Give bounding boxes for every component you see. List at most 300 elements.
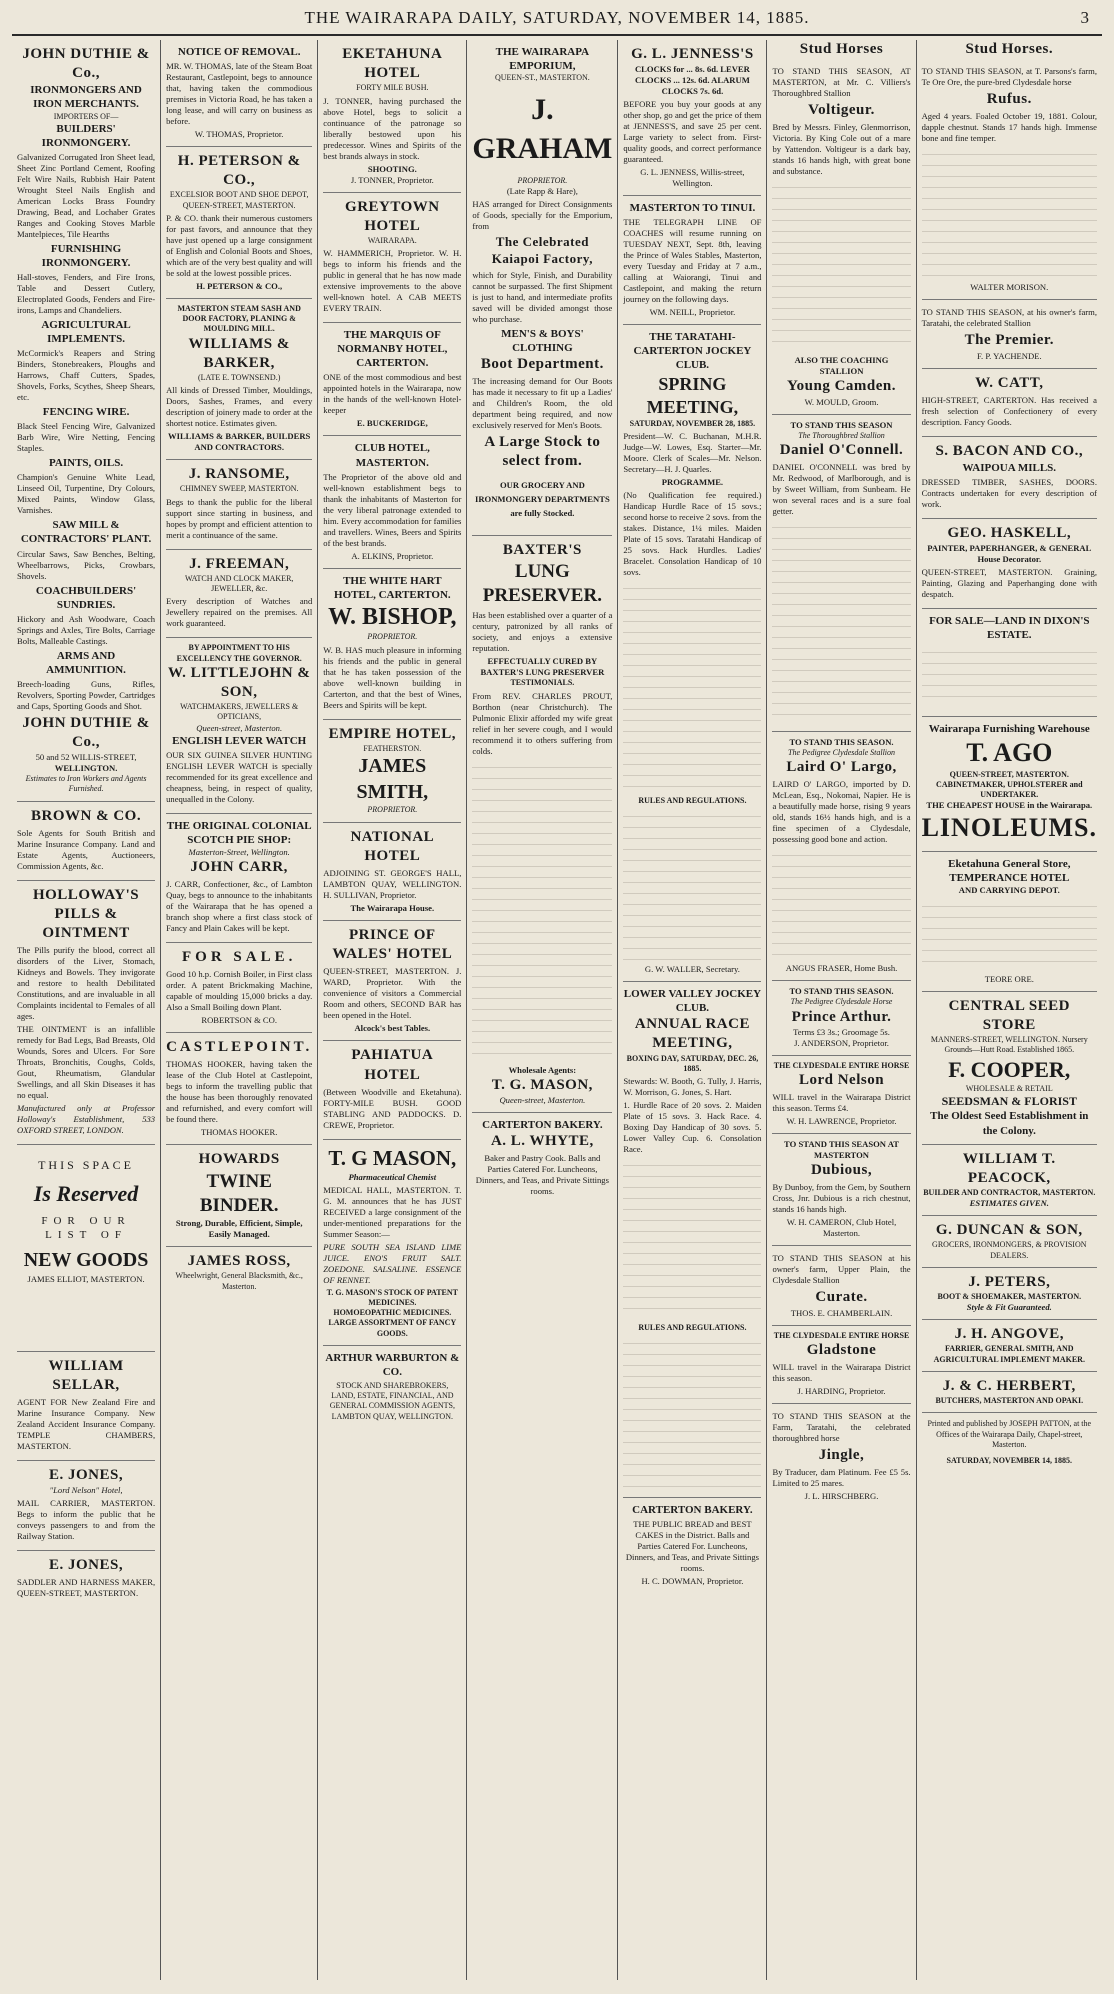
ad-subtitle: BUILDER AND CONTRACTOR, MASTERTON. bbox=[923, 1187, 1096, 1197]
ad-subtitle: GROCERS, IRONMONGERS, & PROVISION DEALERS. bbox=[932, 1240, 1087, 1260]
ad-title: FOR SALE. bbox=[182, 949, 297, 966]
ad-body: CLOCKS for ... 8s. 6d. LEVER CLOCKS ... 12s. 6d. ALARUM CLOCKS 7s. 6d. bbox=[634, 64, 750, 97]
ad-body: SADDLER AND HARNESS MAKER, QUEEN-STREET, MASTERTON. bbox=[17, 1577, 156, 1599]
ad-title: W. CATT, bbox=[975, 374, 1044, 391]
barker-ad bbox=[166, 299, 312, 460]
mason-chemist-ad bbox=[323, 1140, 461, 1346]
ad-title-large: JAMES SMITH, bbox=[356, 755, 429, 803]
ad-body: Baker and Pastry Cook. Balls and Parties Catered For. Luncheons, Dinners, and Teas, and Private Sittings rooms. bbox=[475, 1153, 609, 1197]
ad-heading: THE CHEAPEST HOUSE in the Wairarapa. bbox=[926, 800, 1093, 811]
ad-body: By Dunboy, from the Gem, by Southern Cross, Jnr. Dubious is a rich chestnut, stands 16 hands high. bbox=[772, 1182, 911, 1215]
ad-body: OUR GROCERY AND IRONMONGERY DEPARTMENTS are fully Stocked. bbox=[474, 480, 610, 518]
ad-heading: TO STAND THIS SEASON. bbox=[789, 736, 894, 747]
ad-body: The Pills purify the blood, correct all disorders of the Liver, Stomach, Kidneys and Bowels. They invigorate and restore to health Debilitated Constitutions, and are invaluable in all Complaints incidental to Females of all ages. bbox=[17, 945, 156, 1022]
ad-body: J. CARR, Confectioner, &c., of Lambton Quay, begs to announce to the inhabitants of the Wairarapa that he has opened a branch shop where a first class stock of Fancy and Plain Cakes will be kept. bbox=[166, 879, 313, 934]
ad-heading: PROGRAMME. bbox=[661, 476, 724, 487]
ad-title: T. G. MASON, bbox=[491, 1076, 593, 1093]
columns bbox=[12, 40, 1102, 1980]
ad-body: Stewards: W. Booth, G. Tully, J. Harris, W. Morrison, G. Jones, S. Hart. bbox=[623, 1076, 762, 1098]
ad-heading: Wholesale Agents: bbox=[508, 1064, 577, 1075]
howard-ad bbox=[166, 1145, 312, 1247]
ad-text: IMPORTERS OF— bbox=[53, 111, 119, 121]
ad-body: WILL travel in the Wairarapa District this season. Terms £4. bbox=[772, 1092, 911, 1114]
ad-body: Strong, Durable, Efficient, Simple, Easily Managed. bbox=[175, 1218, 303, 1240]
ad-title: GREYTOWN HOTEL bbox=[345, 198, 440, 234]
ad-subtitle: PROPRIETOR. bbox=[367, 632, 418, 642]
ad-title: Dubious, bbox=[810, 1162, 873, 1179]
ad-title-large: LUNG PRESERVER. bbox=[482, 560, 602, 607]
ad-body: which for Style, Finish, and Durability cannot be surpassed. The first Shipment is just to hand, and intermediate profits saved will be divided amongst those who purchase. bbox=[472, 269, 613, 324]
ad-heading: LOWER VALLEY JOCKEY CLUB. bbox=[623, 988, 762, 1015]
ad-heading: ARTHUR WARBURTON & CO. bbox=[325, 1351, 460, 1378]
ad-title: BROWN & CO. bbox=[31, 807, 142, 824]
pedigree-text-block bbox=[772, 521, 910, 721]
ad-title-large: J. GRAHAM bbox=[472, 93, 613, 165]
duthie-ad bbox=[17, 40, 155, 802]
ad-body: President—W. C. Buchanan, M.H.R. Judge—W. Lowes, Esq. Starter—Mr. Moore. Clerk of Scales—Mr. Nelson. Secretary—H. J. Quarles. bbox=[623, 430, 762, 474]
ad-address: Queen-street, Masterton. bbox=[196, 722, 283, 733]
ad-subtitle: SATURDAY, NOVEMBER 28, 1885. bbox=[629, 418, 756, 428]
ad-signature: WM. NEILL, Proprietor. bbox=[649, 307, 736, 318]
ad-subtitle: PROPRIETOR. bbox=[517, 176, 568, 186]
ad-body: (No Qualification fee required.) Handicap Hurdle Race of 15 sovs.; second horse to receive 2 sovs. from the stakes. Distance, 1¼ miles. Maiden Plate of 15 sovs. Taratahi Handicap of 25 sovs. Hack Hurdles. Ladies' Bracelet. Consolation Handicap of 10 sovs. bbox=[623, 489, 762, 577]
ad-body: DRESSED TIMBER, SASHES, DOORS. Contracts undertaken for every description of work. bbox=[921, 477, 1097, 510]
ross-ad bbox=[166, 1247, 312, 1298]
rufus-ad bbox=[922, 59, 1097, 300]
ad-body: MEDICAL HALL, MASTERTON. T. G. M. announces that he has JUST RECEIVED a large consignment of the under-mentioned preparations for the Summer Season:— bbox=[323, 1184, 462, 1239]
ad-body: 1. Hurdle Race of 20 sovs. 2. Maiden Plate of 15 sovs. 3. Hack Race. 4. Boxing Day Handicap of 30 sovs. 5. Lower Valley Cup. 6. Consolation Race. bbox=[623, 1100, 762, 1155]
ad-signature: JAMES ELLIOT, MASTERTON. bbox=[27, 1273, 145, 1284]
ad-subtitle: "Lord Nelson" Hotel, bbox=[49, 1485, 123, 1496]
ad-heading: THE WAIRARAPA EMPORIUM, bbox=[495, 46, 590, 73]
ad-body: LAIRD O' LARGO, imported by D. McLean, Esq., Nokomai, Napier. He is a beautifully made horse, rising 9 years old, stands 16½ hands high, and is a fine specimen of a Clydesdale, possessing good bone and action. bbox=[772, 779, 911, 845]
ad-body: J. TONNER, having purchased the above Hotel, begs to solicit a continuance of the patronage so liberally bestowed upon his predecessor. Wines and Spirits of the best brands always in stock. bbox=[323, 95, 462, 161]
ad-subtitle: The Pedigree Clydesdale Horse bbox=[790, 997, 893, 1007]
ad-heading: A Large Stock to select from. bbox=[484, 434, 601, 470]
ad-title: E. JONES, bbox=[48, 1557, 124, 1574]
ad-title: ANNUAL RACE MEETING, bbox=[634, 1016, 750, 1052]
ad-heading: ALSO THE COACHING STALLION bbox=[794, 355, 889, 377]
ad-heading: TO STAND THIS SEASON. bbox=[789, 986, 894, 997]
page-number: 3 bbox=[1080, 8, 1090, 27]
ad-signature: ROBERTSON & CO. bbox=[201, 1015, 277, 1026]
oconnell-ad bbox=[772, 415, 910, 732]
pedigree-text-block bbox=[772, 849, 910, 959]
bacon-ad bbox=[922, 437, 1097, 519]
ad-body: W. HAMMERICH, Proprietor. W. H. begs to inform his friends and the public in general that he has now made extensive improvements to the above well-known hotel. A CAB MEETS EVERY TRAIN. bbox=[323, 248, 462, 314]
ad-title: J. H. ANGOVE, bbox=[954, 1326, 1064, 1343]
column-6 bbox=[767, 40, 916, 1980]
ad-line: NEW GOODS bbox=[23, 1249, 149, 1272]
ad-body: Good 10 h.p. Cornish Boiler, in First class order. A patent Brickmaking Machine, capable of moulding 15,000 bricks a day. Also a Small Boiling down Plant. bbox=[166, 969, 313, 1013]
ad-heading: ENGLISH LEVER WATCH bbox=[172, 734, 307, 747]
ad-heading: THE TARATAHI-CARTERTON JOCKEY CLUB. bbox=[633, 331, 752, 372]
linoleums-heading: LINOLEUMS. bbox=[921, 813, 1097, 843]
ad-subtitle: The Thoroughbred Stallion bbox=[798, 430, 885, 440]
littlejohn-ad bbox=[166, 638, 312, 813]
ad-title: E. JONES, bbox=[48, 1467, 124, 1484]
emporium-ad bbox=[472, 40, 612, 536]
ad-title: HOWARDS bbox=[198, 1151, 280, 1168]
ad-signature: WALTER MORISON. bbox=[970, 282, 1049, 293]
club-hotel-ad bbox=[323, 436, 461, 568]
ad-body: HIGH-STREET, CARTERTON. Has received a fresh selection of Confectionery of every description. Fancy Goods. bbox=[921, 394, 1097, 427]
curate-ad bbox=[772, 1246, 910, 1325]
column-1 bbox=[12, 40, 161, 1980]
whyte-bakery-ad bbox=[472, 1113, 612, 1205]
ad-body: McCormick's Reapers and String Binders, Stonebreakers, Ploughs and Harrows, Chaff Cutters, Spades, Shovels, Forks, Scythes, Sheep Shears, etc. bbox=[17, 348, 156, 403]
ad-title: HOLLOWAY'S PILLS & OINTMENT bbox=[32, 886, 140, 942]
ad-body: BEFORE you buy your goods at any other shop, go and get the price of them at JENNESS'S, and save 25 per cent. Large variety to select from. First-quality goods, and correct performance guaranteed. bbox=[623, 99, 762, 165]
ad-heading: SAW MILL & CONTRACTORS' PLANT. bbox=[20, 519, 152, 546]
ad-title: W. LITTLEJOHN & SON, bbox=[167, 664, 311, 700]
tago-ad bbox=[922, 717, 1097, 851]
ad-signature: THOMAS HOOKER. bbox=[200, 1127, 278, 1138]
pahiatua-hotel-ad bbox=[323, 1041, 461, 1139]
ad-signature: J. TONNER, Proprietor. bbox=[350, 174, 434, 185]
ad-subtitle: WAIRARAPA. bbox=[367, 235, 417, 245]
angove-ad bbox=[922, 1320, 1097, 1372]
ad-subtitle: Pharmaceutical Chemist bbox=[348, 1171, 437, 1182]
ad-note: Estimates to Iron Workers and Agents Furnished. bbox=[25, 774, 147, 794]
baxter-ad bbox=[472, 536, 612, 1113]
warburton-ad bbox=[323, 1346, 461, 1430]
ad-heading: The Wairarapa House. bbox=[350, 902, 435, 913]
ad-subtitle: (Late Rapp & Hare), bbox=[506, 186, 578, 197]
lower-valley-ad bbox=[623, 982, 761, 1498]
freeman-ad bbox=[166, 550, 312, 639]
ad-heading: MASTERTON TO TINUI. bbox=[629, 202, 756, 215]
national-hotel-ad bbox=[323, 823, 461, 921]
ad-heading: LARGE ASSORTMENT OF FANCY GOODS. bbox=[328, 1318, 457, 1338]
ad-title: G. DUNCAN & SON, bbox=[935, 1222, 1083, 1239]
ad-heading: RULES AND REGULATIONS. bbox=[638, 795, 747, 805]
ad-body: (Between Woodville and Eketahuna). FORTY-MILE BUSH. GOOD STABLING AND PADDOCKS. D. CREWE, Proprietor. bbox=[323, 1086, 462, 1130]
ad-body: TO STAND THIS SEASON at his owner's farm, Upper Plain, the Clydesdale Stallion bbox=[772, 1253, 911, 1286]
ad-title: H. PETERSON & CO., bbox=[177, 153, 301, 189]
ad-signature: W. H. CAMERON, Club Hotel, Masterton. bbox=[786, 1217, 897, 1239]
jingle-ad bbox=[772, 1404, 910, 1508]
ad-title: JOHN DUTHIE & Co., bbox=[22, 46, 150, 82]
ad-title-large: W. BISHOP, bbox=[328, 603, 457, 630]
lord-nelson-ad bbox=[772, 1056, 910, 1134]
ad-subtitle: MANNERS-STREET, WELLINGTON. Nursery Grounds—Hutt Road. Established 1865. bbox=[930, 1035, 1088, 1055]
ad-body: All kinds of Dressed Timber, Mouldings, Doors, Sashes, Frames, and every description of joinery made to order at the shortest notice. Estimates given. bbox=[166, 385, 313, 429]
ad-heading: PAINTS, OILS. bbox=[49, 457, 124, 470]
ad-heading: HOMOEOPATHIC MEDICINES. bbox=[333, 1308, 452, 1318]
ad-body: Hickory and Ash Woodware, Coach Springs and Axles, Tire Bolts, Carriage Bolts, Malleable Castings. bbox=[17, 613, 156, 646]
ad-subtitle: IRONMONGERS AND IRON MERCHANTS. bbox=[30, 84, 142, 111]
ad-title: WILLIAM T. PEACOCK, bbox=[962, 1150, 1056, 1186]
ad-subtitle: The Pedigree Clydesdale Stallion bbox=[788, 747, 896, 757]
ad-heading: BY APPOINTMENT TO HIS EXCELLENCY THE GOVERNOR. bbox=[176, 643, 302, 663]
ad-heading: BUILDERS' IRONMONGERY. bbox=[41, 122, 131, 149]
ad-body: Has been established over a quarter of a century, patronized by all ranks of society, and enjoys a extensive reputation. bbox=[472, 610, 613, 654]
ad-heading: CLUB HOTEL, MASTERTON. bbox=[354, 442, 430, 469]
testimonial-text-block bbox=[472, 761, 612, 1061]
ad-title: CASTLEPOINT. bbox=[166, 1039, 313, 1056]
ad-heading: T. G. MASON'S STOCK OF PATENT MEDICINES. bbox=[326, 1287, 458, 1307]
ad-title: JAMES ROSS, bbox=[187, 1253, 291, 1270]
ad-line: THIS SPACE bbox=[38, 1158, 134, 1173]
ad-body: THE PUBLIC BREAD and BEST CAKES in the District. Balls and Parties Catered For. Luncheons, Dinners, and Teas, and Private Sittings rooms. bbox=[625, 1519, 759, 1574]
ad-signature: J. HARDING, Proprietor. bbox=[797, 1386, 886, 1397]
ad-heading: THE CLYDESDALE ENTIRE HORSE bbox=[773, 1330, 910, 1340]
ad-subtitle: CHIMNEY SWEEP, MASTERTON. bbox=[179, 484, 299, 494]
ad-body: By Traducer, dam Platinum. Fee £5 5s. Limited to 25 mares. bbox=[772, 1467, 911, 1489]
ad-heading: ESTIMATES GIVEN. bbox=[969, 1198, 1049, 1209]
ad-address: Manufactured only at Professor Holloway's Establishment, 533 OXFORD STREET, LONDON. bbox=[17, 1103, 156, 1136]
ad-signature: THOS. E. CHAMBERLAIN. bbox=[790, 1307, 893, 1318]
ad-heading: TO STAND THIS SEASON bbox=[790, 419, 893, 430]
ad-heading: MEN'S & BOYS' CLOTHING bbox=[501, 327, 584, 354]
ad-body: AGENT FOR New Zealand Fire and Marine Insurance Company. New Zealand Accident Insurance Company. TEMPLE CHAMBERS, MASTERTON. bbox=[17, 1397, 156, 1452]
voltigeur-ad bbox=[772, 59, 910, 414]
ad-body: THOMAS HOOKER, having taken the lease of the Club Hotel at Castlepoint, begs to inform the travelling public that the house has been thoroughly renovated and refurnished, and every comfort will be found there. bbox=[166, 1059, 313, 1125]
ad-title: A. L. WHYTE, bbox=[490, 1132, 594, 1149]
ad-body: Begs to thank the public for the liberal support since starting in business, and hopes by prompt and efficient attention to merit a continuance of the same. bbox=[166, 496, 313, 540]
pedigree-text-block bbox=[922, 148, 1097, 278]
ad-body: Galvanized Corrugated Iron Sheet lead, Sheet Zinc Portland Cement, Roofing Felt Wire Nails, Rubbish Hair Patent Wrought Steel Nails English and American Locks Brass Foundry Drawing, Bead, and Lochaber Grates Ranges and Cooking Stoves Marble Mantelpieces, Tile Hearths bbox=[17, 151, 156, 239]
ransome-ad bbox=[166, 460, 312, 549]
ad-signature: W. H. LAWRENCE, Proprietor. bbox=[786, 1116, 897, 1127]
ad-heading: CARTERTON BAKERY. bbox=[632, 1504, 753, 1517]
normanby-hotel-ad bbox=[323, 323, 461, 436]
ad-subtitle: WAIPOUA MILLS. bbox=[962, 461, 1057, 474]
ad-body: DANIEL O'CONNELL was bred by Mr. Redwood, of Marlborough, and is by Sweet William, from Sunbeam. He won several races and is a sure foal getter. bbox=[772, 461, 911, 516]
ad-subtitle: EXCELSIOR BOOT AND SHOE DEPOT, QUEEN-STREET, MASTERTON. bbox=[169, 190, 309, 210]
ad-subtitle: BOXING DAY, SATURDAY, DEC. 26, 1885. bbox=[626, 1053, 759, 1073]
ad-signature: WILLIAMS & BARKER, BUILDERS AND CONTRACTORS. bbox=[168, 431, 311, 453]
ad-body: THE TELEGRAPH LINE OF COACHES will resume running on TUESDAY NEXT, Sept. 8th, leaving the Prince of Wales Stables, Masterton, every Tuesday and Friday at 7 a.m., calling at Waiorangi, Tinui and Castlepoint, and making the return journey on the following days. bbox=[623, 217, 762, 305]
ad-heading: Alcock's best Tables. bbox=[354, 1023, 431, 1034]
ad-body: Terms £3 3s.; Groomage 5s. bbox=[793, 1026, 890, 1037]
ad-signature: G. L. JENNESS, Willis-street, Wellington. bbox=[640, 167, 745, 189]
ad-heading: THE ORIGINAL COLONIAL SCOTCH PIE SHOP: bbox=[166, 819, 312, 846]
ad-subtitle: WATCH AND CLOCK MAKER, JEWELLER, &c. bbox=[184, 573, 294, 594]
ad-body: Aged 4 years. Foaled October 19, 1881. Colour, dapple chestnut. Stands 17 hands high. Immense bone and fine temper. bbox=[921, 111, 1097, 144]
ad-heading: FENCING WIRE. bbox=[42, 406, 130, 419]
removal-ad bbox=[166, 40, 312, 147]
ad-title: Daniel O'Connell. bbox=[779, 441, 904, 458]
ad-body: OUR SIX GUINEA SILVER HUNTING ENGLISH LEVER WATCH is specially recommended for its great excellence and cheapness, being, in respect of quality, unequalled in the Colony. bbox=[166, 749, 313, 804]
ad-heading: THE CLYDESDALE ENTIRE HORSE bbox=[773, 1060, 910, 1070]
ad-title: Rufus. bbox=[986, 91, 1032, 108]
ad-heading: THE MARQUIS OF NORMANBY HOTEL, CARTERTON. bbox=[337, 329, 448, 370]
ad-heading: NOTICE OF REMOVAL. bbox=[177, 46, 301, 58]
ad-subtitle: PROPRIETOR. bbox=[367, 805, 418, 815]
ad-signature: J. L. HIRSCHBERG. bbox=[804, 1491, 879, 1502]
ad-body: THE OINTMENT is an infallible remedy for Bad Legs, Bad Breasts, Old Wounds, Sores and Ulcers. For Sore Throats, Bronchitis, Coughs, Colds, Gout, Rheumatism, Glandular Swellings, and all Skin Diseases it has no equal. bbox=[17, 1024, 156, 1101]
ad-heading: SEEDSMAN & FLORIST bbox=[941, 1094, 1077, 1109]
ad-subtitle: QUEEN-STREET, MASTERTON. CABINETMAKER, UPHOLSTERER and UNDERTAKER. bbox=[936, 769, 1083, 800]
dubious-ad bbox=[772, 1134, 910, 1246]
brown-ad bbox=[17, 802, 155, 881]
ad-signature: G. W. WALLER, Secretary. bbox=[644, 964, 740, 975]
ad-subtitle: AND CARRYING DEPOT. bbox=[958, 884, 1060, 895]
ad-title: EKETAHUNA HOTEL bbox=[342, 46, 443, 82]
tinui-coach-ad bbox=[623, 196, 761, 325]
ad-body: P. & CO. thank their numerous customers for past favors, and announce that they have just opened up a large consignment of English and Colonial Boots and Shoes, which are of the very best quality and will be sold at the lowest possible prices. bbox=[166, 212, 313, 278]
ad-title: Curate. bbox=[815, 1289, 868, 1306]
ad-body: The increasing demand for Our Boots has made it necessary to fit up a Ladies' and Children's Room, the old department being required, and now exclusively reserved for Men's Boots. bbox=[472, 376, 613, 430]
ad-heading: THE WHITE HART HOTEL, CARTERTON. bbox=[333, 574, 451, 601]
ad-title: J. PETERS, bbox=[968, 1273, 1051, 1290]
ad-body: HAS arranged for Direct Consignments of Goods, specially for the Emporium, from bbox=[472, 199, 613, 232]
ad-title: J. FREEMAN, bbox=[189, 555, 290, 572]
ad-subtitle: BOOT & SHOEMAKER, MASTERTON. bbox=[937, 1292, 1082, 1302]
ad-title: EMPIRE HOTEL, bbox=[328, 725, 456, 742]
piecart-ad bbox=[166, 814, 312, 943]
taratahi-jockey-ad bbox=[623, 325, 761, 982]
ad-subtitle: FEATHERSTON. bbox=[363, 743, 422, 753]
ad-body: STOCK AND SHAREBROKERS, LAND, ESTATE, FINANCIAL, AND GENERAL COMMISSION AGENTS, LAMBTON QUAY, WELLINGTON. bbox=[329, 1380, 455, 1421]
ad-signature: F. P. YACHENDE. bbox=[976, 350, 1042, 361]
greytown-hotel-ad bbox=[323, 193, 461, 324]
ad-subtitle: FARRIER, GENERAL SMITH, AND AGRICULTURAL IMPLEMENT MAKER. bbox=[933, 1344, 1085, 1364]
peterson-ad bbox=[166, 147, 312, 299]
ad-title: Voltigeur. bbox=[808, 102, 875, 119]
ad-subtitle: QUEEN-ST., MASTERTON. bbox=[494, 73, 590, 83]
column-3 bbox=[318, 40, 467, 1980]
prince-arthur-ad bbox=[772, 981, 910, 1055]
eketahuna-hotel-ad bbox=[323, 40, 461, 193]
ad-heading: Style & Fit Guaranteed. bbox=[966, 1302, 1052, 1313]
ad-title: Young Camden. bbox=[787, 378, 897, 395]
catt-ad bbox=[922, 369, 1097, 437]
ad-heading: TESTIMONIALS. bbox=[510, 678, 575, 688]
ad-title-large: T. G MASON, bbox=[328, 1145, 457, 1170]
ad-heading: COACHBUILDERS' SUNDRIES. bbox=[35, 584, 137, 611]
ad-heading: SHOOTING. bbox=[367, 163, 417, 174]
column-5 bbox=[618, 40, 767, 1980]
ad-signature: H. PETERSON & CO., bbox=[196, 280, 283, 291]
peacock-ad bbox=[922, 1145, 1097, 1217]
ad-title: Prince Arthur. bbox=[791, 1008, 892, 1025]
prince-wales-ad bbox=[323, 921, 461, 1041]
ad-subtitle: Masterton-Street, Wellington. bbox=[188, 846, 290, 857]
ad-body: From REV. CHARLES PROUT, Borthon (near Christchurch). The Pulmonic Elixir afforded my wife great relief in her severe cough, and I would recommend it to others suffering from colds. bbox=[472, 690, 613, 756]
land-text-block bbox=[922, 646, 1097, 706]
ad-title: PAHIATUA HOTEL bbox=[351, 1047, 434, 1083]
ad-signature: W. MOULD, Groom. bbox=[804, 396, 879, 407]
ad-title: The Premier. bbox=[964, 332, 1054, 349]
gladstone-ad bbox=[772, 1326, 910, 1404]
ad-heading: EFFECTUALLY CURED BY BAXTER'S LUNG PRESERVER bbox=[480, 656, 605, 678]
eketahuna-store-ad bbox=[922, 852, 1097, 992]
ad-heading: TO STAND THIS SEASON AT MASTERTON bbox=[784, 1139, 899, 1161]
sellar-ad bbox=[17, 1352, 155, 1461]
ad-heading: Boot Department. bbox=[480, 355, 604, 372]
ad-title-large: T. AGO bbox=[966, 738, 1053, 768]
imprint: Printed and published by JOSEPH PATTON, at the Offices of the Wairarapa Daily, Chapel-street, Masterton. bbox=[927, 1419, 1092, 1449]
ad-body: TO STAND THIS SEASON, at T. Parsons's farm, Te Ore Ore, the pure-bred Clydesdale horse bbox=[921, 66, 1097, 88]
ad-body: Every description of Watches and Jewellery repaired on the premises. All work guaranteed. bbox=[166, 596, 313, 629]
castlepoint-ad bbox=[166, 1033, 312, 1145]
ad-heading: FOR SALE—LAND IN DIXON'S ESTATE. bbox=[929, 615, 1090, 642]
ad-body: Champion's Genuine White Lead, Linseed Oil, Turpentine, Dry Colours, Mixed Paints, Window Glass, Varnishes. bbox=[17, 472, 156, 516]
ad-subtitle: (LATE E. TOWNSEND.) bbox=[198, 373, 281, 382]
space-reserved-ad bbox=[17, 1145, 155, 1351]
dixon-land-ad bbox=[922, 609, 1097, 717]
ad-title: PRINCE OF WALES' HOTEL bbox=[332, 926, 453, 963]
jones-ad bbox=[17, 1461, 155, 1551]
imprint-date: SATURDAY, NOVEMBER 14, 1885. bbox=[946, 1456, 1073, 1466]
ad-title: Laird O' Largo, bbox=[786, 759, 897, 776]
ad-body: Black Steel Fencing Wire, Galvanized Barb Wire, Wire Netting, Fencing Staples. bbox=[17, 421, 156, 454]
ad-title: WILLIAMS & BARKER, bbox=[188, 335, 290, 371]
haskell-ad bbox=[922, 519, 1097, 609]
ad-body: QUEEN-STREET, MASTERTON. Graining, Painting, Glazing and Paperhanging done with despatch. bbox=[921, 567, 1097, 600]
forsale-ad bbox=[166, 943, 312, 1033]
ad-title: NATIONAL HOTEL bbox=[350, 828, 435, 864]
ad-title: J. RANSOME, bbox=[188, 466, 290, 483]
ad-heading: MASTERTON STEAM SASH AND DOOR FACTORY, PLANING & MOULDING MILL. bbox=[177, 303, 301, 334]
pedigree-text-block bbox=[772, 181, 910, 351]
rules-text-block bbox=[623, 810, 761, 960]
ad-heading: ARMS AND AMMUNITION. bbox=[46, 649, 126, 676]
section-heading: Stud Horses. bbox=[965, 41, 1054, 57]
ad-title-large: F. COOPER, bbox=[948, 1056, 1071, 1082]
ad-heading: The Celebrated Kaiapoi Factory, bbox=[491, 234, 593, 267]
ad-body: MAIL CARRIER, MASTERTON. Begs to inform the public that he conveys passengers to and from the Railway Station. bbox=[17, 1498, 156, 1542]
ad-subtitle: PAINTER, PAPERHANGER, & GENERAL House Decorator. bbox=[927, 543, 1092, 565]
ad-signature: E. BUCKERIDGE, bbox=[356, 418, 428, 429]
ad-subtitle: WATCHMAKERS, JEWELLERS & OPTICIANS, bbox=[180, 702, 299, 722]
programme-text-block bbox=[623, 582, 761, 792]
column-4 bbox=[467, 40, 618, 1980]
ad-body: Circular Saws, Saw Benches, Belting, Wheelbarrows, Picks, Crowbars, Shovels. bbox=[17, 548, 156, 581]
masthead-rule bbox=[12, 34, 1102, 36]
ad-title: Gladstone bbox=[806, 1341, 877, 1358]
white-hart-ad bbox=[323, 569, 461, 720]
ad-title-large: SPRING MEETING, bbox=[646, 373, 739, 417]
ad-body: Sole Agents for South British and Marine Insurance Company. Land and Estate Agents, Auctioneers, Commission Agents, &c. bbox=[17, 827, 156, 871]
column-2 bbox=[161, 40, 318, 1980]
ad-body: ONE of the most commodious and best appointed hotels in the Wairarapa, now in the hands of the well-known Hotel-keeper bbox=[323, 372, 462, 416]
ad-body: ADJOINING ST. GEORGE'S HALL, LAMBTON QUAY, WELLINGTON. H. SULLIVAN, Proprietor. bbox=[323, 867, 462, 900]
ad-body: QUEEN-STREET, MASTERTON. J. WARD, Proprietor. With the convenience of visitors a Commercial Room and others, SECOND BAR has been opened in the Hotel. bbox=[323, 966, 462, 1021]
ad-subtitle: BUTCHERS, MASTERTON AND OPAKI. bbox=[935, 1396, 1084, 1406]
ad-signature: J. ANDERSON, Proprietor. bbox=[794, 1037, 889, 1048]
ad-title: J. & C. HERBERT, bbox=[942, 1377, 1076, 1394]
ad-signature: H. C. DOWMAN, Proprietor. bbox=[641, 1576, 744, 1587]
ad-address: 50 and 52 WILLIS-STREET, bbox=[35, 752, 137, 763]
ad-subtitle: FORTY MILE BUSH. bbox=[356, 83, 429, 93]
ad-body: PURE SOUTH SEA ISLAND LIME JUICE. ENO'S FRUIT SALT. ZOEDONE. SALSALINE. ESSENCE OF RENNET. bbox=[323, 1241, 462, 1285]
ad-subtitle: Wheelwright, General Blacksmith, &c., Masterton. bbox=[175, 1271, 303, 1291]
ad-title: JOHN CARR, bbox=[190, 858, 288, 875]
laird-ad bbox=[772, 732, 910, 981]
ad-signature: TEORE ORE. bbox=[984, 973, 1034, 984]
ad-body: The Proprietor of the above old and well-known establishment begs to thank the inhabitants of Masterton for the very liberal patronage extended to him. Every accommodation for families and travellers. Wines, Beers and Spirits of the best brands. bbox=[323, 471, 462, 548]
ad-title: S. BACON AND CO., bbox=[935, 442, 1084, 459]
ad-signature: W. THOMAS, Proprietor. bbox=[194, 129, 284, 140]
ad-body: Bred by Messrs. Finley, Glenmorrison, Victoria. By King Cole out of a mare by Yattendon. Voltigeur is a dark bay, stands 16 hands high, with great bone and substance. bbox=[772, 122, 911, 177]
duncan-ad bbox=[922, 1216, 1097, 1268]
masthead-title: THE WAIRARAPA DAILY, SATURDAY, NOVEMBER 14, 1885. bbox=[304, 8, 810, 27]
herbert-ad bbox=[922, 1372, 1097, 1413]
ad-body: WILL travel in the Wairarapa District this season. bbox=[772, 1362, 911, 1384]
ad-title: WILLIAM SELLAR, bbox=[48, 1357, 124, 1393]
section-heading: Stud Horses bbox=[799, 41, 884, 57]
ad-body: Hall-stoves, Fenders, and Fire Irons, Table and Dessert Cutlery, Electroplated Goods, Fenders and Fire-irons, Lamps and Chandeliers. bbox=[17, 272, 156, 316]
masthead bbox=[0, 8, 1114, 34]
ad-signature: A. ELKINS, Proprietor. bbox=[351, 550, 434, 561]
cooper-seed-ad bbox=[922, 992, 1097, 1145]
ad-title-large: TWINE BINDER. bbox=[199, 1170, 279, 1216]
ad-subtitle: WHOLESALE & RETAIL bbox=[965, 1083, 1053, 1093]
